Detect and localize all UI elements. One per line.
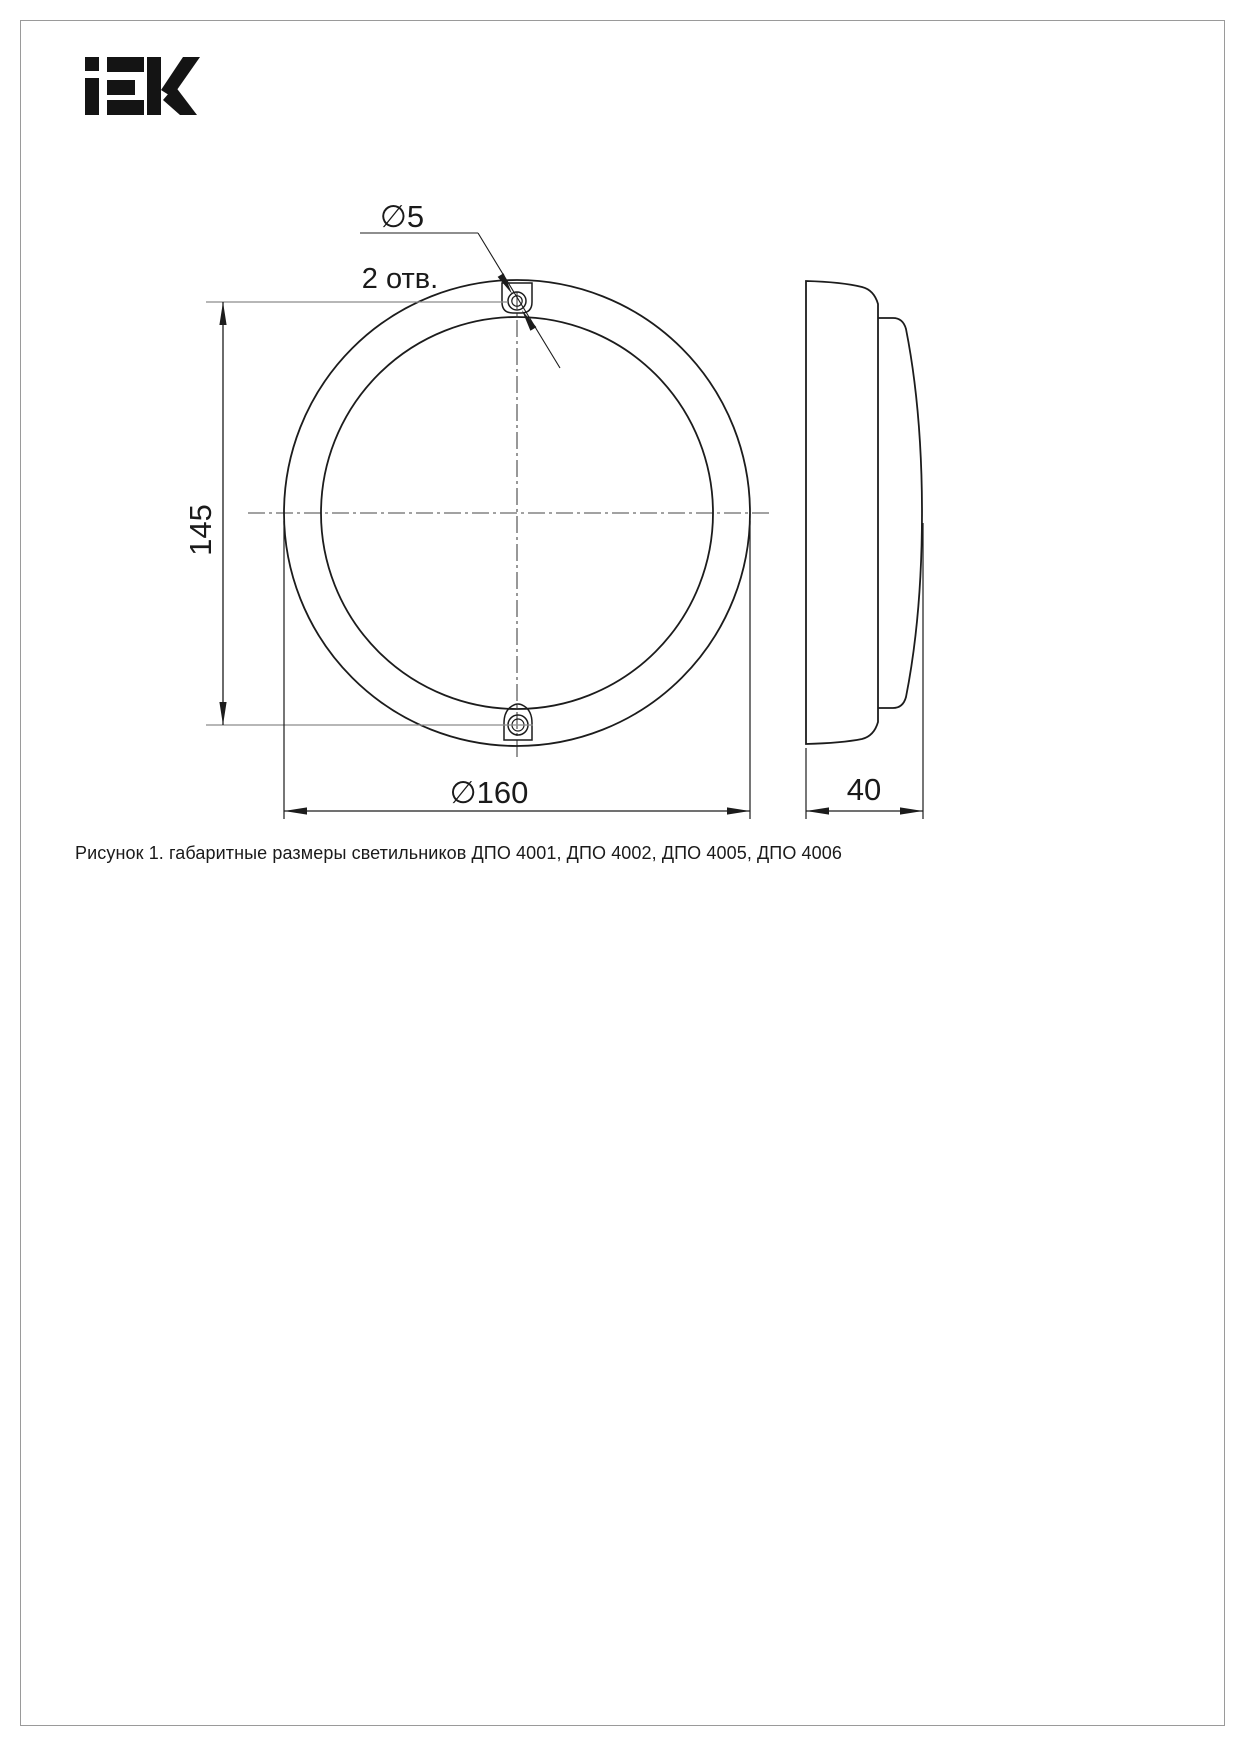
dim-label-hole-diameter: ∅5 — [379, 199, 425, 234]
logo-e-bottom-bar — [107, 100, 144, 115]
leader-arrowhead-lower — [522, 310, 537, 331]
arrowhead-right — [727, 807, 750, 814]
side-view-diffuser — [878, 318, 922, 708]
logo-e-top-bar — [107, 57, 144, 72]
logo-i-stem — [85, 78, 99, 115]
logo-k-stem — [147, 57, 161, 115]
logo-k-upper-arm — [161, 57, 200, 97]
arrowhead-right — [900, 807, 923, 814]
dim-label-diameter: ∅160 — [449, 775, 529, 810]
iek-logo — [85, 57, 200, 115]
dimension-depth-40 — [806, 523, 923, 819]
dim-label-depth: 40 — [846, 772, 882, 807]
logo-e-mid-bar — [107, 80, 135, 95]
arrowhead-down — [219, 702, 226, 725]
arrowhead-up — [219, 302, 226, 325]
arrowhead-left — [806, 807, 829, 814]
dim-label-holes-count: 2 отв. — [361, 263, 439, 295]
arrowhead-left — [284, 807, 307, 814]
side-view-base — [806, 281, 878, 744]
side-view — [806, 281, 922, 744]
dim-label-height: 145 — [183, 504, 218, 556]
front-view — [248, 280, 770, 760]
logo-i-dot — [85, 57, 99, 71]
leader-diagonal — [478, 233, 560, 368]
figure-caption: Рисунок 1. габаритные размеры светильников ДПО 4001, ДПО 4002, ДПО 4005, ДПО 4006 — [75, 843, 842, 863]
